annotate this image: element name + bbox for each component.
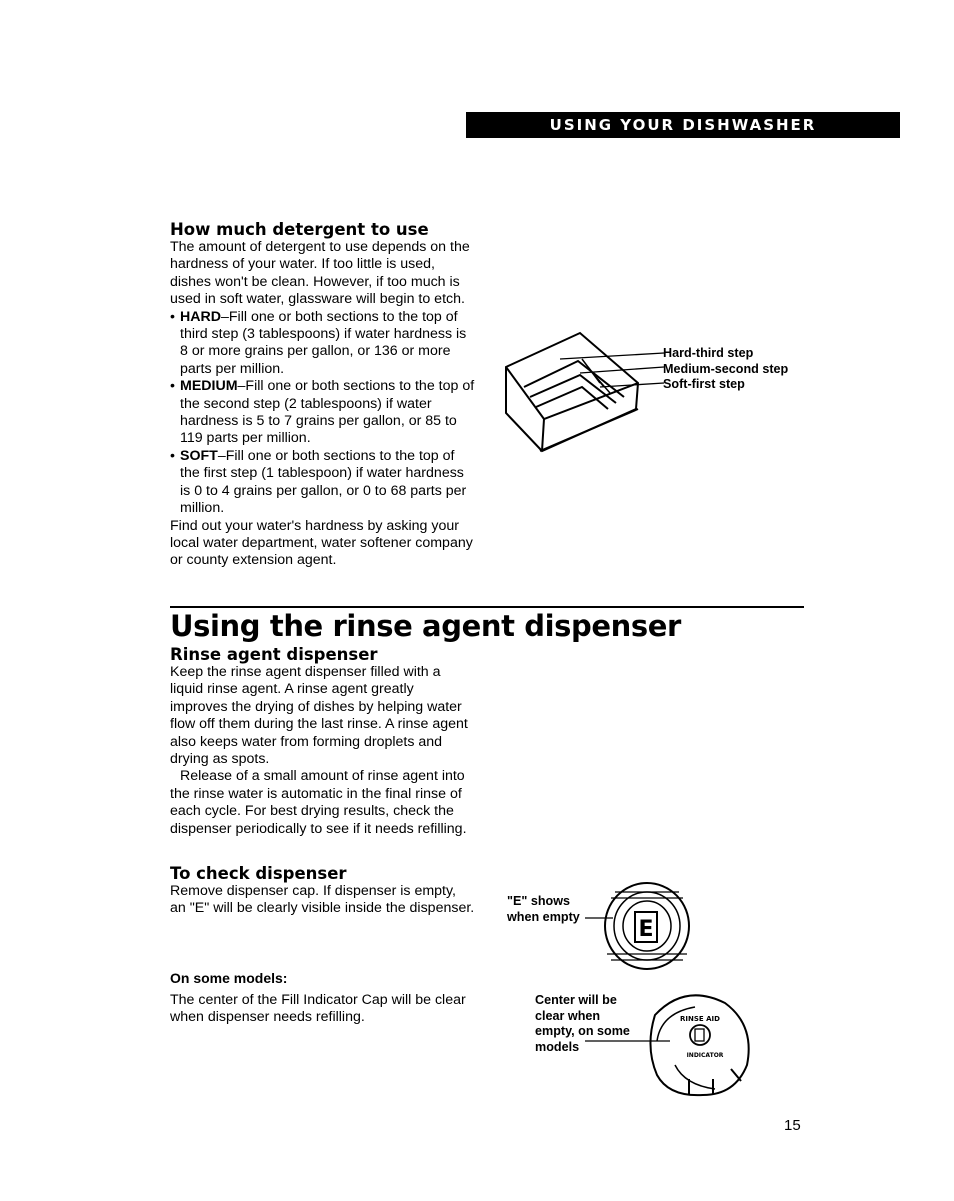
bullet-medium: • MEDIUM–Fill one or both sections to the top of the second step (2 tablespoons) if water hardness is 5 to 7 grains per gallon, or 85 to 119 parts per million. <box>170 378 475 448</box>
rinse-title: Using the rinse agent dispenser <box>170 609 681 643</box>
detergent-bullet-list <box>170 309 475 518</box>
rinse-section <box>170 645 475 838</box>
detergent-heading: How much detergent to use <box>170 220 429 239</box>
label-soft-first-step: Soft-first step <box>663 377 745 391</box>
label-medium-second-step: Medium-second step <box>663 361 789 376</box>
label-hard-third-step: Hard-third step <box>663 346 754 360</box>
svg-text:E: E <box>638 917 654 942</box>
rinse-para-1: Keep the rinse agent dispenser filled with a liquid rinse agent. A rinse agent greatly improves the drying of dishes by helping water flow off them during the last rinse. A rinse agent also keeps water from forming droplets and drying as spots. <box>170 664 468 768</box>
check-heading: To check dispenser <box>170 864 347 883</box>
bullet-hard: • HARD–Fill one or both sections to the top of third step (3 tablespoons) if water hardness is 8 or more grains per gallon, or 136 or more parts per million. <box>170 309 475 379</box>
bullet-soft: • SOFT–Fill one or both sections to the top of the first step (1 tablespoon) if water hardness is 0 to 4 grains per gallon, or 0 to 68 parts per million. <box>170 448 475 518</box>
detergent-figure-labels <box>663 346 788 393</box>
detergent-outro: Find out your water's hardness by asking your local water department, water softener company or county extension agent. <box>170 517 473 569</box>
models-section <box>170 970 475 1027</box>
svg-text:RINSE AID: RINSE AID <box>680 1015 720 1023</box>
check-section <box>170 864 475 918</box>
detergent-section <box>170 220 475 570</box>
e-indicator-cap-illustration <box>585 876 695 976</box>
models-heading: On some models: <box>170 970 288 986</box>
section-banner: USING YOUR DISHWASHER <box>466 112 900 138</box>
fill-indicator-cap-illustration <box>585 985 765 1100</box>
rinse-para-2: Release of a small amount of rinse agent into the rinse water is automatic in the final rinse of each cycle. For best drying results, check the dispenser periodically to see if it needs refilling. <box>170 768 467 837</box>
section-divider <box>170 606 804 608</box>
e-shows-label: "E" shows when empty <box>507 894 580 924</box>
page-number: 15 <box>784 1117 801 1134</box>
check-para: Remove dispenser cap. If dispenser is empty, an "E" will be clearly visible inside the dispenser. <box>170 883 475 917</box>
rinse-subheading: Rinse agent dispenser <box>170 645 378 664</box>
svg-text:INDICATOR: INDICATOR <box>686 1052 724 1059</box>
clear-center-label: Center will be clear when empty, on some models <box>535 993 630 1054</box>
detergent-intro: The amount of detergent to use depends on the hardness of your water. If too little is used, dishes won't be clean. However, if too much is used in soft water, glassware will begin to etch. <box>170 239 470 308</box>
models-para: The center of the Fill Indicator Cap will be clear when dispenser needs refilling. <box>170 992 466 1026</box>
detergent-label-leaders <box>560 345 670 395</box>
